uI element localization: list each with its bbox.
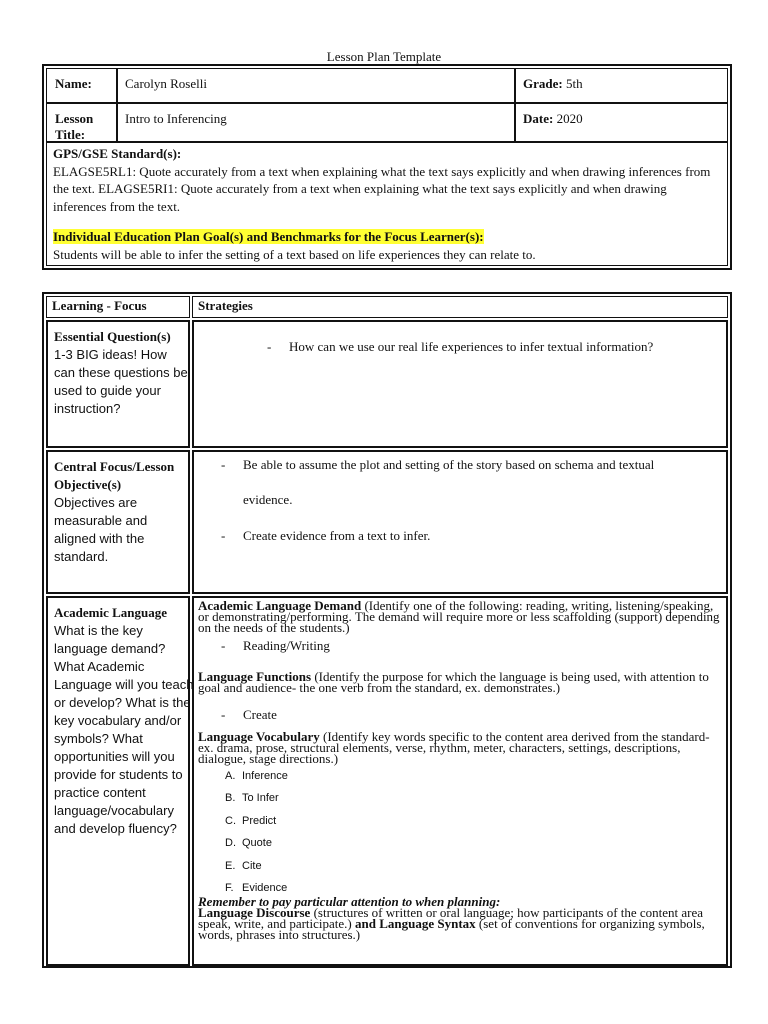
central-focus-label-cell: [46, 450, 190, 594]
strategies-table: [42, 292, 732, 968]
language-functions: [198, 671, 722, 693]
list-item: F. Evidence: [225, 881, 288, 894]
name-value: Carolyn Roselli: [125, 76, 207, 91]
objective-item-1-line-1: Be able to assume the plot and setting of the story based on schema and textual: [243, 457, 655, 472]
language-functions-item: Create: [243, 707, 277, 722]
academic-language-strategy-cell: [192, 596, 728, 966]
list-item: B. To Infer: [225, 792, 279, 805]
language-discourse-label: Language Discourse: [198, 904, 311, 920]
bullet-dash: -: [267, 339, 272, 354]
document-title: Lesson Plan Template: [326, 49, 442, 64]
academic-language-title: Academic Language: [54, 605, 168, 620]
lesson-header-table: [42, 64, 732, 270]
central-focus-desc: Objectives are measurable and aligned with the standard.: [54, 495, 148, 564]
date-label: Date:: [523, 111, 554, 126]
grade-value: 5th: [565, 76, 583, 91]
essential-question-item: How can we use our real life experiences to infer textual information?: [289, 339, 654, 354]
language-vocabulary-text: (Identify key words specific to the content area derived from the standard- ex. drama, prose, structural elements, verse, rhythm, meter, characters, settings, descriptions, dialogue, stage directions.): [198, 729, 710, 766]
col-header-learning-focus-cell: [46, 296, 190, 318]
list-item: C. Predict: [225, 814, 277, 827]
essential-question-label-cell: [46, 320, 190, 448]
date-value: 2020: [556, 111, 583, 126]
vocabulary-list: [198, 770, 722, 896]
academic-language-label-cell: [46, 596, 194, 966]
language-functions-text: (Identify the purpose for which the language is being used, with attention to goal and audience- the one verb from the standard, ex. demonstrates.): [198, 669, 709, 695]
language-demand-label: Academic Language Demand: [198, 598, 362, 613]
language-discourse-text: (structures of written or oral language; how participants of the content area speak, write, and participate.): [198, 904, 704, 931]
language-demand: [198, 600, 722, 633]
iep-text: Students will be able to infer the setting of a text based on life experiences they can relate to.: [53, 246, 536, 262]
col-header-strategies: Strategies: [198, 298, 253, 313]
list-item: D. Quote: [225, 837, 272, 850]
standards-label: GPS/GSE Standard(s):: [53, 146, 182, 161]
objective-item-2: Create evidence from a text to infer.: [243, 528, 431, 543]
name-label: Name:: [55, 76, 92, 91]
language-demand-item: Reading/Writing: [243, 638, 330, 653]
language-functions-label: Language Functions: [198, 669, 312, 684]
language-vocabulary: [198, 731, 722, 764]
essential-question-desc: 1-3 BIG ideas! How can these questions be used to guide your instruction?: [54, 347, 188, 416]
col-header-learning-focus: Learning - Focus: [52, 298, 147, 313]
bullet-dash: -: [221, 707, 226, 722]
standards-text: ELAGSE5RL1: Quote accurately from a text when explaining what the text says explicitly and when drawing inferences from the text. ELAGSE5RI1: Quote accurately from a text when explaining what the text says explicitly and when drawing inferences from the text.: [53, 163, 711, 214]
remember-note: Remember to pay particular attention to when planning:: [198, 893, 501, 909]
divider: [116, 69, 118, 142]
central-focus-strategy-cell: [192, 450, 728, 594]
planning-reminder: [198, 893, 722, 942]
central-focus-title: Central Focus/Lesson Objective(s): [54, 459, 175, 492]
grade-label: Grade:: [523, 76, 563, 91]
grade-field: [519, 71, 587, 97]
essential-question-strategy-cell: [192, 320, 728, 448]
bullet-dash: -: [221, 528, 226, 543]
list-item: A. Inference: [225, 770, 288, 782]
divider: [514, 69, 516, 142]
bullet-dash: -: [221, 638, 226, 653]
objective-item-1-line-2: evidence.: [243, 492, 293, 507]
language-demand-text: (Identify one of the following: reading, writing, listening/speaking, or demonstrating/performing. The demand will require more or less scaffolding (support) depending on the needs of the students.): [198, 598, 720, 635]
bullet-dash: -: [221, 457, 226, 472]
lesson-title-value: Intro to Inferencing: [125, 111, 227, 126]
divider: [47, 102, 727, 104]
lesson-title-label: Lesson Title:: [55, 111, 94, 142]
iep-label: Individual Education Plan Goal(s) and Benchmarks for the Focus Learner(s):: [53, 229, 484, 244]
list-item: E. Cite: [225, 859, 262, 872]
standards-section: [51, 141, 721, 267]
col-header-strategies-cell: [192, 296, 728, 318]
language-vocabulary-label: Language Vocabulary: [198, 729, 320, 744]
date-field: [519, 106, 587, 132]
language-syntax-label: and Language Syntax: [355, 915, 476, 931]
essential-question-title: Essential Question(s): [54, 329, 171, 344]
academic-language-desc: What is the key language demand? What Academic Language will you teach or develop? What is the key vocabulary and/or symbols? What opportunities will you provide for students to practice content language/vocabulary and develop fluency?: [54, 623, 194, 836]
language-syntax-text: (set of conventions for organizing symbols, words, phrases into structures.): [198, 915, 705, 942]
